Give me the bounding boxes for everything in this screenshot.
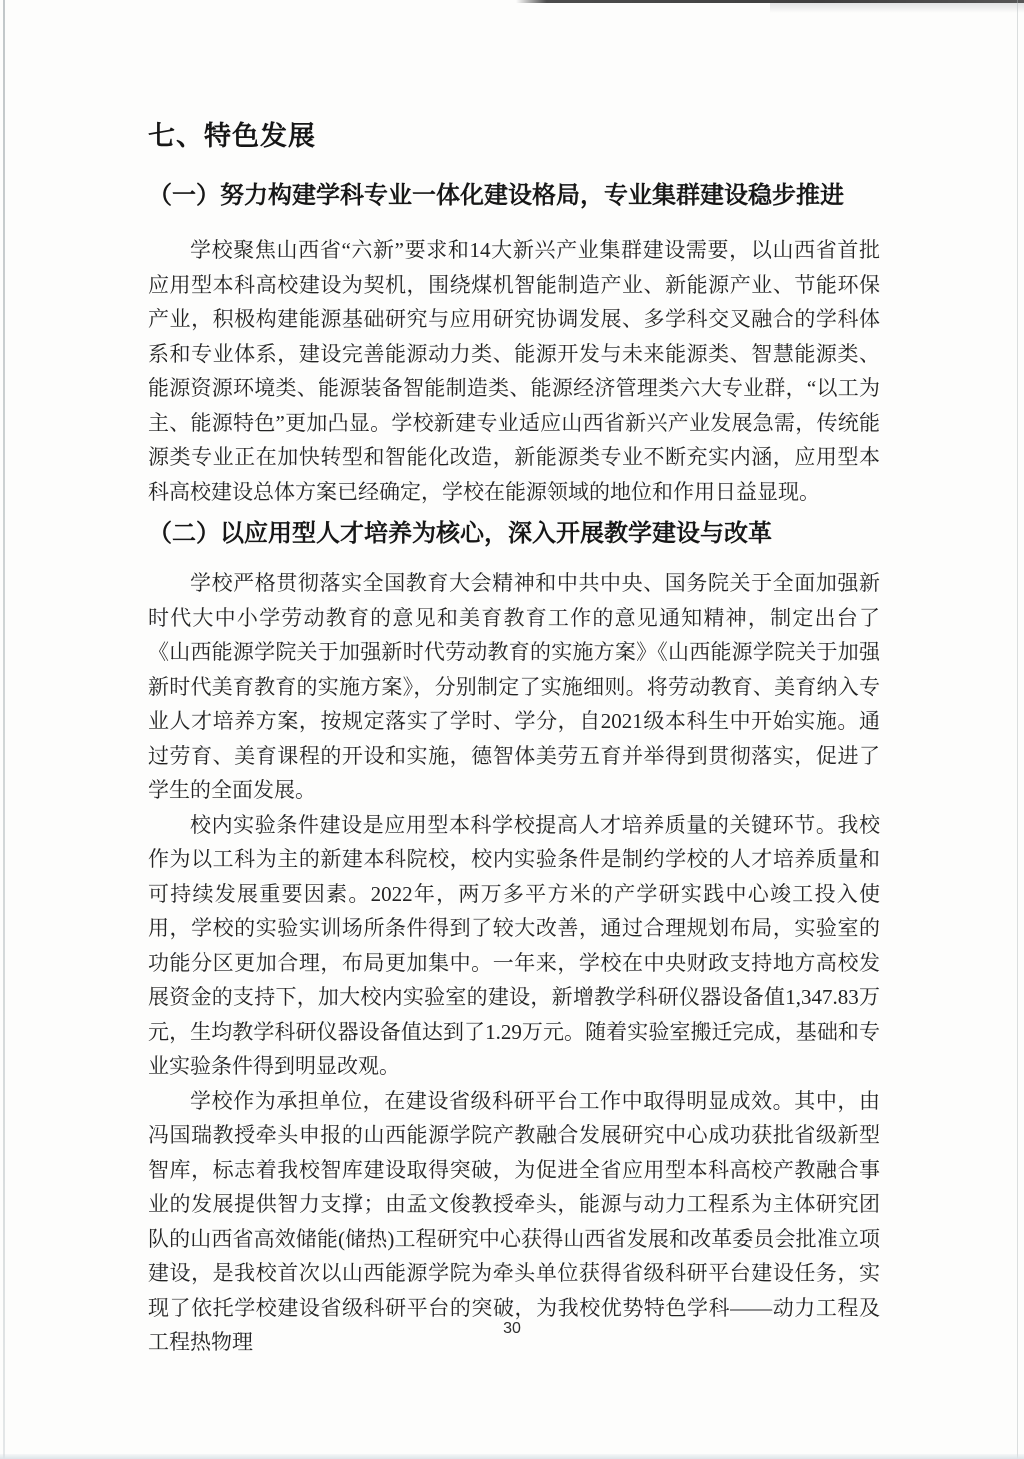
section-2-paragraph-2: 校内实验条件建设是应用型本科学校提高人才培养质量的关键环节。我校作为以工科为主的新建本科院校，校内实验条件是制约学校的人才培养质量和可持续发展重要因素。2022年，两万多平方米的产学研实践中心竣工投入使用，学校的实验实训场所条件得到了较大改善，通过合理规划布局，实验室的功能分区更加合理，布局更加集中。一年来，学校在中央财政支持地方高校发展资金的支持下，加大校内实验室的建设，新增教学科研仪器设备值1,347.83万元，生均教学科研仪器设备值达到了1.29万元。随着实验室搬迁完成，基础和专业实验条件得到明显改观。: [148, 812, 880, 1078]
section-1-paragraph-1: 学校聚焦山西省“六新”要求和14大新兴产业集群建设需要，以山西省首批应用型本科高校建设为契机，围绕煤机智能制造产业、新能源产业、节能环保产业，积极构建能源基础研究与应用研究协调发展、多学科交叉融合的学科体系和专业体系，建设完善能源动力类、能源开发与未来能源类、智慧能源类、能源资源环境类、能源装备智能制造类、能源经济管理类六大专业群，“以工为主、能源特色”更加凸显。学校新建专业适应山西省新兴产业发展急需，传统能源类专业正在加快转型和智能化改造，新能源类专业不断充实内涵，应用型本科高校建设总体方案已经确定，学校在能源领域的地位和作用日益显现。: [148, 238, 880, 504]
section-2-paragraph-1: 学校严格贯彻落实全国教育大会精神和中共中央、国务院关于全面加强新时代大中小学劳动教育的意见和美育教育工作的意见通知精神，制定出台了《山西能源学院关于加强新时代劳动教育的实施方案》《山西能源学院关于加强新时代美育教育的实施方案》，分别制定了实施细则。将劳动教育、美育纳入专业人才培养方案，按规定落实了学时、学分，自2021级本科生中开始实施。通过劳育、美育课程的开设和实施，德智体美劳五育并举得到贯彻落实，促进了学生的全面发展。: [148, 571, 880, 802]
page-number: 30: [503, 1320, 521, 1337]
text-block: [148, 120, 880, 1360]
chapter-title: 七、特色发展: [148, 121, 316, 151]
scan-bottom-edge-line: [0, 1454, 1024, 1459]
scan-top-edge-shadow: [770, 3, 1024, 13]
section-2-heading: （二）以应用型人才培养为核心，深入开展教学建设与改革: [148, 520, 772, 547]
scan-left-edge-line: [3, 0, 5, 1459]
section-2-paragraph-3: 学校作为承担单位，在建设省级科研平台工作中取得明显成效。其中，由冯国瑞教授牵头申报的山西能源学院产教融合发展研究中心成功获批省级新型智库，标志着我校智库建设取得突破，为促进全省应用型本科高校产教融合事业的发展提供智力支撑；由孟文俊教授牵头，能源与动力工程系为主体研究团队的山西省高效储能(储热)工程研究中心获得山西省发展和改革委员会批准立项建设，是我校首次以山西能源学院为牵头单位获得省级科研平台建设任务，实现了依托学校建设省级科研平台的突破，为我校优势特色学科——动力工程及工程热物理: [148, 1088, 880, 1354]
scan-right-edge-line: [1017, 0, 1018, 1459]
section-1-heading: （一）努力构建学科专业一体化建设格局，专业集群建设稳步推进: [148, 182, 844, 209]
